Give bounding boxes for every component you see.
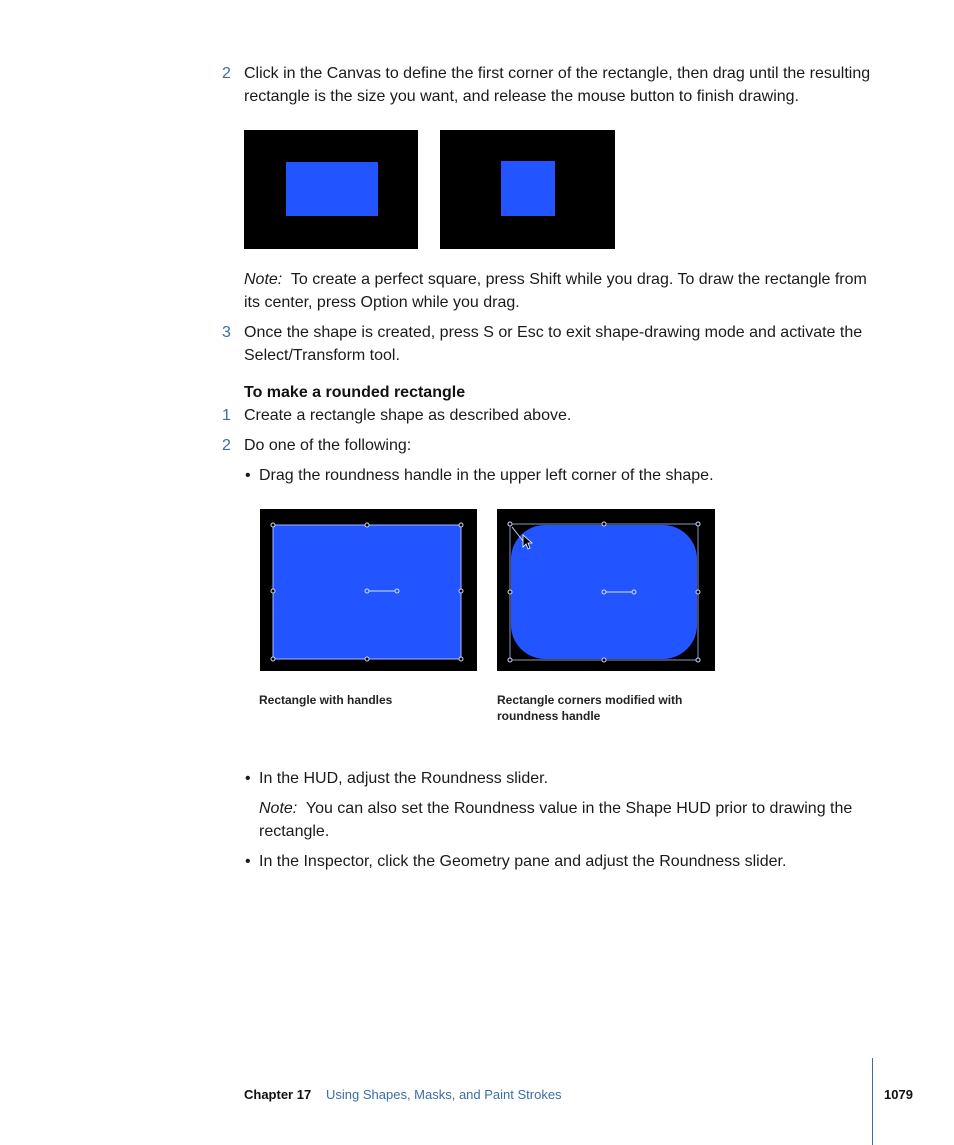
bullet-text: In the Inspector, click the Geometry pane and adjust the Roundness slider. xyxy=(259,853,787,870)
section-heading: To make a rounded rectangle xyxy=(244,384,466,401)
note-label: Note: xyxy=(259,800,298,817)
step-text: Once the shape is created, press S or Esc to exit shape-drawing mode and activate the Select/Transform tool. xyxy=(244,324,863,364)
note-label: Note: xyxy=(244,271,283,288)
step-number: 1 xyxy=(222,407,231,424)
bullet-icon: • xyxy=(245,467,251,484)
footer-chapter-title: Using Shapes, Masks, and Paint Strokes xyxy=(326,1087,562,1102)
step-number: 2 xyxy=(222,65,231,82)
figure-caption-right: Rectangle corners modified with roundness handle xyxy=(497,693,683,723)
step-number: 3 xyxy=(222,324,231,341)
footer-chapter: Chapter 17 xyxy=(244,1087,312,1102)
bullet-text: Drag the roundness handle in the upper left corner of the shape. xyxy=(259,467,714,484)
rectangle-handles-drawing xyxy=(260,509,477,671)
blue-rectangle xyxy=(286,162,378,216)
bullet-icon: • xyxy=(245,853,251,870)
note-1 xyxy=(244,268,884,314)
canvas-rectangle-example xyxy=(244,130,418,249)
step-text: Click in the Canvas to define the first corner of the rectangle, then drag until the resulting rectangle is the size you want, and release the mouse button to finish drawing. xyxy=(244,65,871,105)
step-text: Do one of the following: xyxy=(244,437,412,454)
bullet-text: In the HUD, adjust the Roundness slider. xyxy=(259,770,549,787)
canvas-rounded-rectangle xyxy=(497,509,715,671)
footer-divider xyxy=(872,1058,873,1145)
note-text: You can also set the Roundness value in the Shape HUD prior to drawing the rectangle. xyxy=(259,800,853,840)
note-text: To create a perfect square, press Shift while you drag. To draw the rectangle from its center, press Option while you drag. xyxy=(244,271,867,311)
bullet-icon: • xyxy=(245,770,251,787)
note-2 xyxy=(259,797,879,843)
step-text: Create a rectangle shape as described above. xyxy=(244,407,572,424)
page-number: 1079 xyxy=(884,1087,913,1102)
figure-caption-left: Rectangle with handles xyxy=(259,693,393,707)
blue-square xyxy=(501,161,555,216)
rounded-rectangle-drawing xyxy=(497,509,715,671)
step-number: 2 xyxy=(222,437,231,454)
canvas-square-example xyxy=(440,130,615,249)
canvas-rectangle-with-handles xyxy=(260,509,477,671)
